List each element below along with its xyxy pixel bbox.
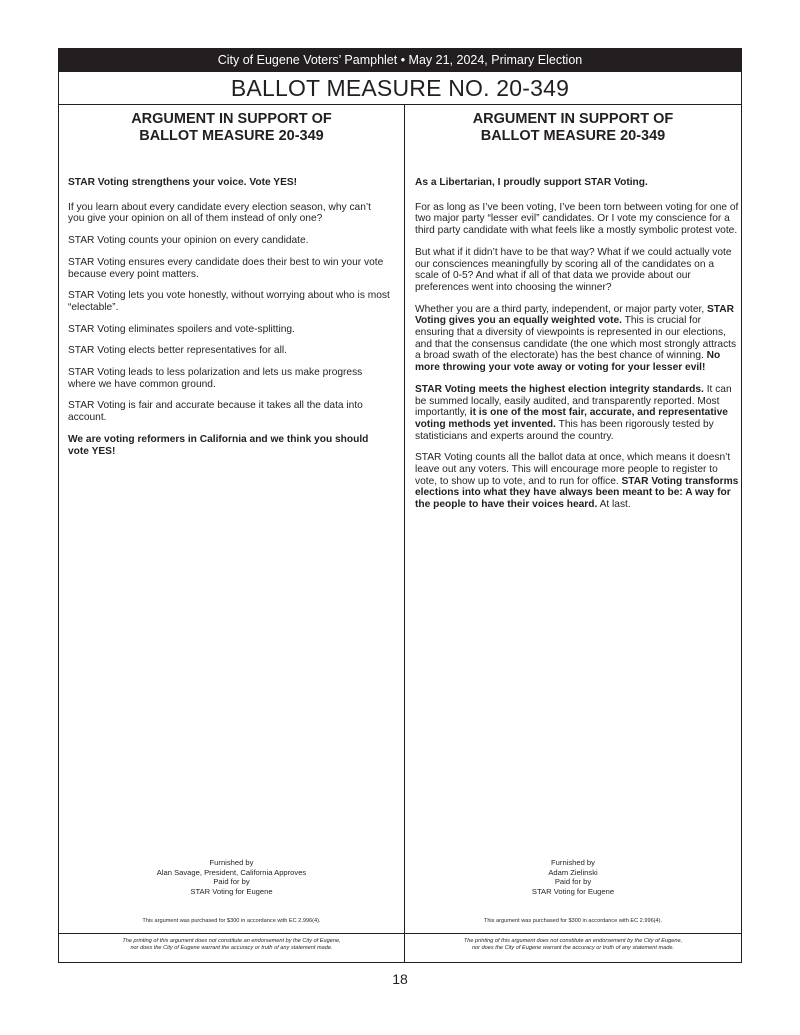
furnished-by-name: Adam Zielinski [548,867,598,877]
argument-heading-line1: ARGUMENT IN SUPPORT OF [472,111,674,127]
argument-lead: As a Libertarian, I proudly support STAR Voting. [415,177,648,188]
argument-column-right [405,105,741,962]
argument-paragraph: STAR Voting eliminates spoilers and vote-splitting. [68,323,295,335]
text-run: STAR Voting counts all the ballot data at once, which means it doesn’t leave out any voters. This will encourage more people to register to vote, to show up to vote, and to run for office. [415,452,731,487]
argument-column-left [59,105,405,962]
text-run: At last. [597,499,631,511]
argument-heading-right [405,111,741,145]
argument-heading-line2: BALLOT MEASURE 20-349 [139,128,324,144]
argument-heading-left [59,111,404,145]
argument-heading-line2: BALLOT MEASURE 20-349 [480,128,666,144]
pamphlet-header-banner: City of Eugene Voters’ Pamphlet • May 21, 2024, Primary Election [59,49,741,72]
argument-paragraph: But what if it didn’t have to be that way? What if we could actually vote our consciences meaningfully by scoring all of the candidates on a scale of 0-5? And what if all of that data we provide about our preferences went into choosing the winner? [415,246,732,293]
argument-paragraph [415,384,739,443]
text-run: Whether you are a third party, independent, or major party voter, [415,303,708,315]
furnished-by-block-left [59,858,404,896]
bold-text-run: it is one of the most fair, accurate, and representative voting methods yet invented. [415,407,728,430]
bold-text-run: STAR Voting meets the highest election integrity standards. [415,383,704,395]
paid-for-by-name: STAR Voting for Eugene [190,886,273,896]
argument-paragraph: STAR Voting counts your opinion on every candidate. [68,235,309,247]
bold-text-run: STAR Voting gives you an equally weighted vote. [415,303,734,327]
paid-for-by-label: Paid for by [213,877,250,886]
disclaimer-line1: The printing of this argument does not constitute an endorsement by the City of Eugene, [463,938,683,944]
argument-body-right [415,177,739,521]
bold-text-run: STAR Voting transforms elections into what they have always been meant to be: A way for the people to have their voices heard. [415,475,739,511]
argument-paragraph: STAR Voting is fair and accurate because it takes all the data into account. [68,400,363,424]
disclaimer-line2: nor does the City of Eugene warrant the accuracy or truth of any statement made. [471,945,675,952]
furnished-by-name: Alan Savage, President, California Approves [156,867,307,877]
disclaimer-left [59,933,404,962]
argument-paragraph: STAR Voting elects better representatives for all. [68,345,287,357]
page-number: 18 [392,971,408,987]
measure-title: BALLOT MEASURE NO. 20-349 [59,72,741,105]
text-run: It can be summed locally, easily audited, and transparently reported. Most importantly, [415,383,732,419]
furnished-by-label: Furnished by [551,858,595,867]
argument-heading-line1: ARGUMENT IN SUPPORT OF [131,111,332,127]
paid-for-by-name: STAR Voting for Eugene [531,886,615,896]
furnished-by-block-right [405,858,741,896]
purchase-note-right: This argument was purchased for $300 in accordance with EC 2.996(4). [483,918,663,924]
purchase-note-left: This argument was purchased for $300 in accordance with EC 2.996(4). [142,918,321,924]
argument-paragraph: STAR Voting ensures every candidate does their best to win your vote because every point matters. [68,256,384,280]
pamphlet-page-frame [58,48,742,963]
disclaimer-line2: nor does the City of Eugene warrant the accuracy or truth of any statement made. [130,945,333,952]
argument-paragraph [415,452,739,511]
text-run: This is crucial for ensuring that a diversity of viewpoints is represented in our elections, and that the consensus candidate (the one which most strongly attracts a broad swath of the electorate) has the best chance of winning. [415,315,737,362]
paid-for-by-label: Paid for by [554,877,592,886]
argument-paragraph: For as long as I’ve been voting, I’ve been torn between voting for one of two major party “lesser evil” candidates. Or I vote my conscience for a third party candidate with what feels like a mostly symbolic protest vote. [415,201,739,237]
argument-paragraph: STAR Voting lets you vote honestly, without worrying about who is most “electable”. [68,290,390,313]
argument-paragraph: If you learn about every candidate every election season, why can’t you give your opinion on all of them instead of only one? [68,201,371,225]
text-run: This has been rigorously tested by statisticians and experts around the country. [415,418,714,442]
furnished-by-label: Furnished by [209,858,254,867]
argument-paragraph: STAR Voting leads to less polarization and lets us make progress where we have common ground. [68,367,363,390]
bold-text-run: No more throwing your vote away or voting for your lesser evil! [415,350,721,374]
argument-paragraph: We are voting reformers in California and we think you should vote YES! [68,433,369,457]
argument-lead: STAR Voting strengthens your voice. Vote YES! [68,177,298,188]
argument-paragraph [415,304,739,374]
disclaimer-right [405,933,741,962]
argument-body-left [68,177,390,467]
disclaimer-line1: The printing of this argument does not constitute an endorsement by the City of Eugene, [122,938,341,944]
